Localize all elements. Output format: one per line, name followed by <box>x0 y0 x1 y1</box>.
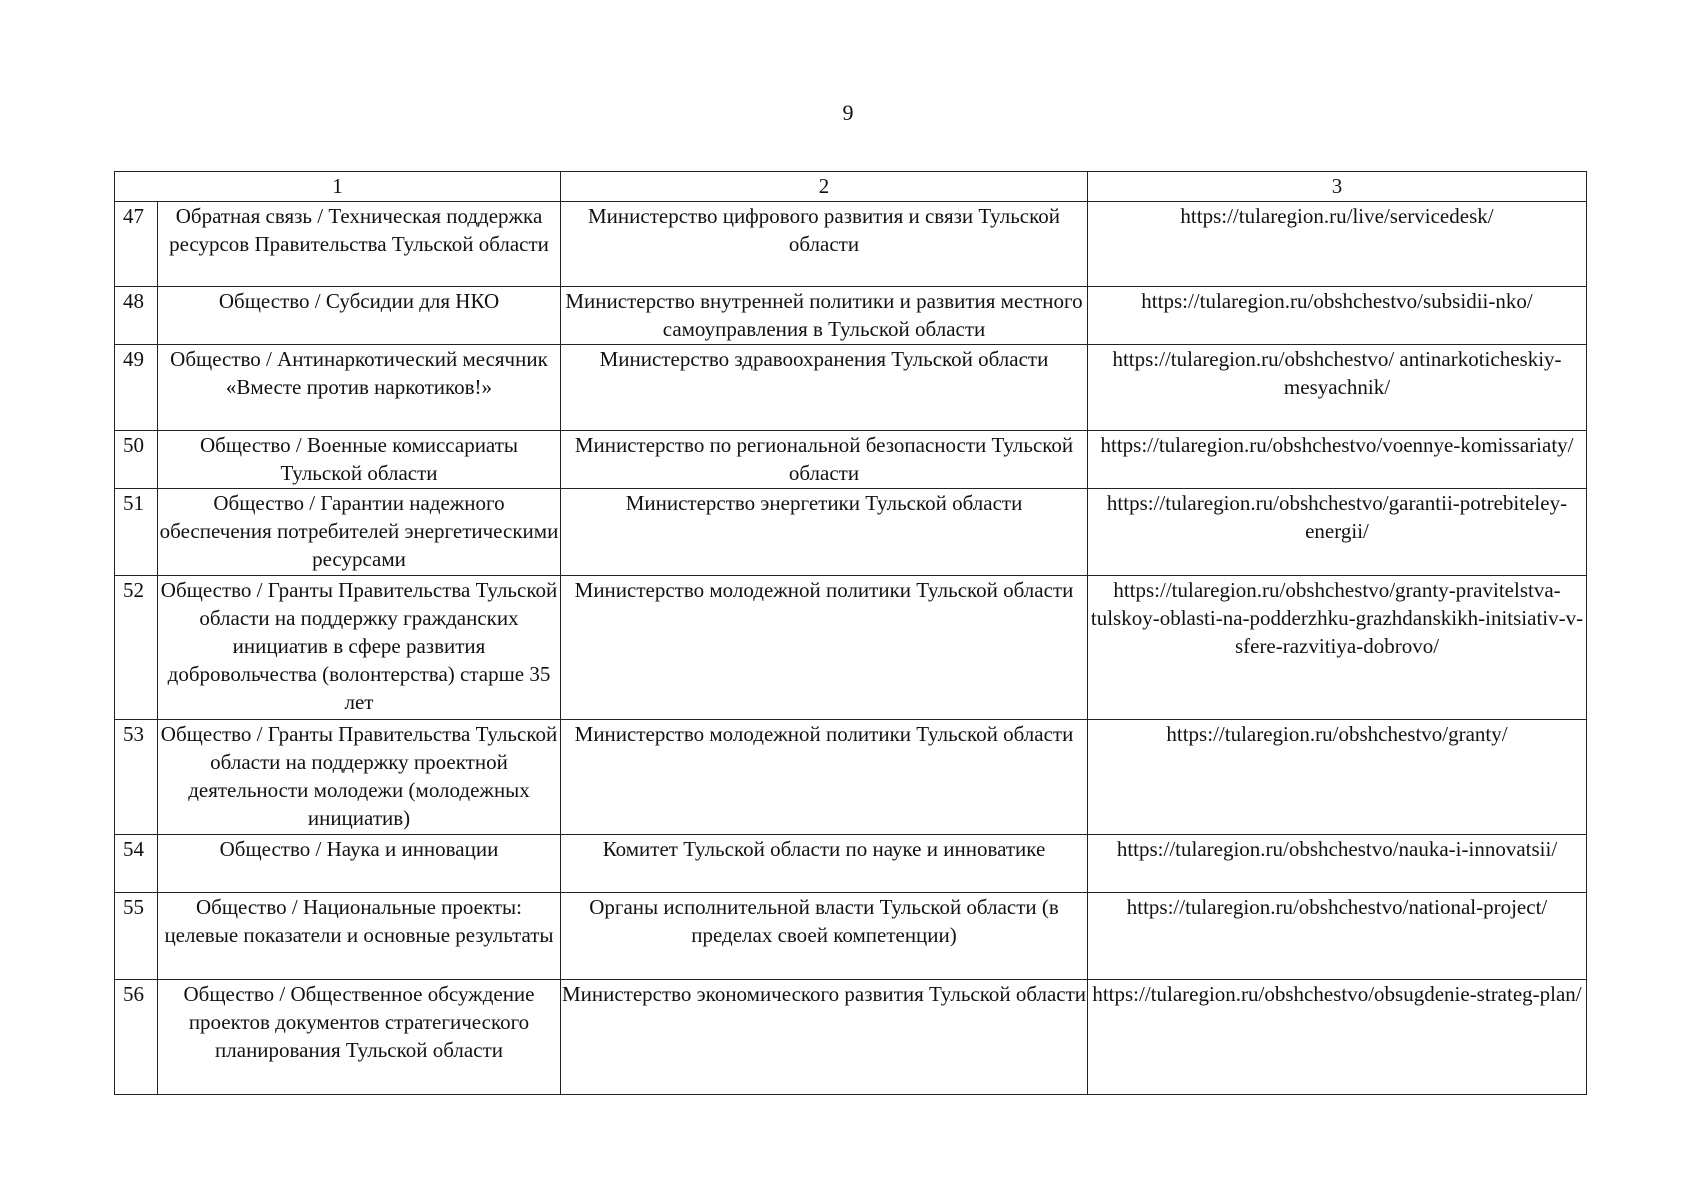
row-number: 49 <box>115 345 158 431</box>
url-cell[interactable]: https://tularegion.ru/obshchestvo/granty-pravitelstva-tulskoy-oblasti-na-podderzhku-grazhdanskikh-initsiativ-v-sfere-razvitiya-dobrovo/ <box>1088 576 1587 720</box>
section-cell: Общество / Военные комиссариаты Тульской области <box>158 431 561 489</box>
organization-cell: Министерство молодежной политики Тульской области <box>561 576 1088 720</box>
header-cell-2: 2 <box>561 172 1088 202</box>
organization-cell: Министерство молодежной политики Тульской области <box>561 720 1088 835</box>
section-cell: Общество / Общественное обсуждение проектов документов стратегического планирования Тульской области <box>158 980 561 1095</box>
registry-table <box>114 171 1587 1095</box>
table-row <box>115 431 1587 489</box>
organization-cell: Органы исполнительной власти Тульской области (в пределах своей компетенции) <box>561 893 1088 980</box>
row-number: 51 <box>115 489 158 576</box>
section-cell: Общество / Гранты Правительства Тульской области на поддержку проектной деятельности молодежи (молодежных инициатив) <box>158 720 561 835</box>
url-cell[interactable]: https://tularegion.ru/live/servicedesk/ <box>1088 202 1587 287</box>
organization-cell: Министерство цифрового развития и связи Тульской области <box>561 202 1088 287</box>
section-cell: Общество / Наука и инновации <box>158 835 561 893</box>
url-cell[interactable]: https://tularegion.ru/obshchestvo/national-project/ <box>1088 893 1587 980</box>
page-number: 9 <box>842 100 854 125</box>
header-cell-1: 1 <box>115 172 561 202</box>
table-row <box>115 489 1587 576</box>
row-number: 52 <box>115 576 158 720</box>
table-row <box>115 835 1587 893</box>
row-number: 47 <box>115 202 158 287</box>
organization-cell: Министерство внутренней политики и развития местного самоуправления в Тульской области <box>561 287 1088 345</box>
organization-cell: Министерство по региональной безопасности Тульской области <box>561 431 1088 489</box>
url-cell[interactable]: https://tularegion.ru/obshchestvo/subsidii-nko/ <box>1088 287 1587 345</box>
header-cell-3: 3 <box>1088 172 1587 202</box>
row-number: 56 <box>115 980 158 1095</box>
organization-cell: Министерство экономического развития Тульской области <box>561 980 1088 1095</box>
table-row <box>115 202 1587 287</box>
section-cell: Обратная связь / Техническая поддержка ресурсов Правительства Тульской области <box>158 202 561 287</box>
table-row <box>115 893 1587 980</box>
organization-cell: Комитет Тульской области по науке и инноватике <box>561 835 1088 893</box>
section-cell: Общество / Субсидии для НКО <box>158 287 561 345</box>
table-row <box>115 287 1587 345</box>
organization-cell: Министерство здравоохранения Тульской области <box>561 345 1088 431</box>
url-cell[interactable]: https://tularegion.ru/obshchestvo/nauka-i-innovatsii/ <box>1088 835 1587 893</box>
section-cell: Общество / Гранты Правительства Тульской области на поддержку гражданских инициатив в сфере развития добровольчества (волонтерства) старше 35 лет <box>158 576 561 720</box>
url-cell[interactable]: https://tularegion.ru/obshchestvo/obsugdenie-strateg-plan/ <box>1088 980 1587 1095</box>
url-cell[interactable]: https://tularegion.ru/obshchestvo/ antinarkoticheskiy-mesyachnik/ <box>1088 345 1587 431</box>
row-number: 55 <box>115 893 158 980</box>
table-row <box>115 980 1587 1095</box>
row-number: 53 <box>115 720 158 835</box>
url-cell[interactable]: https://tularegion.ru/obshchestvo/voennye-komissariaty/ <box>1088 431 1587 489</box>
url-cell[interactable]: https://tularegion.ru/obshchestvo/garantii-potrebiteley-energii/ <box>1088 489 1587 576</box>
table-row <box>115 720 1587 835</box>
header-row <box>115 172 1587 202</box>
section-cell: Общество / Антинаркотический месячник «Вместе против наркотиков!» <box>158 345 561 431</box>
row-number: 54 <box>115 835 158 893</box>
url-cell[interactable]: https://tularegion.ru/obshchestvo/granty/ <box>1088 720 1587 835</box>
table-row <box>115 345 1587 431</box>
organization-cell: Министерство энергетики Тульской области <box>561 489 1088 576</box>
row-number: 48 <box>115 287 158 345</box>
section-cell: Общество / Национальные проекты: целевые показатели и основные результаты <box>158 893 561 980</box>
row-number: 50 <box>115 431 158 489</box>
section-cell: Общество / Гарантии надежного обеспечения потребителей энергетическими ресурсами <box>158 489 561 576</box>
table-row <box>115 576 1587 720</box>
